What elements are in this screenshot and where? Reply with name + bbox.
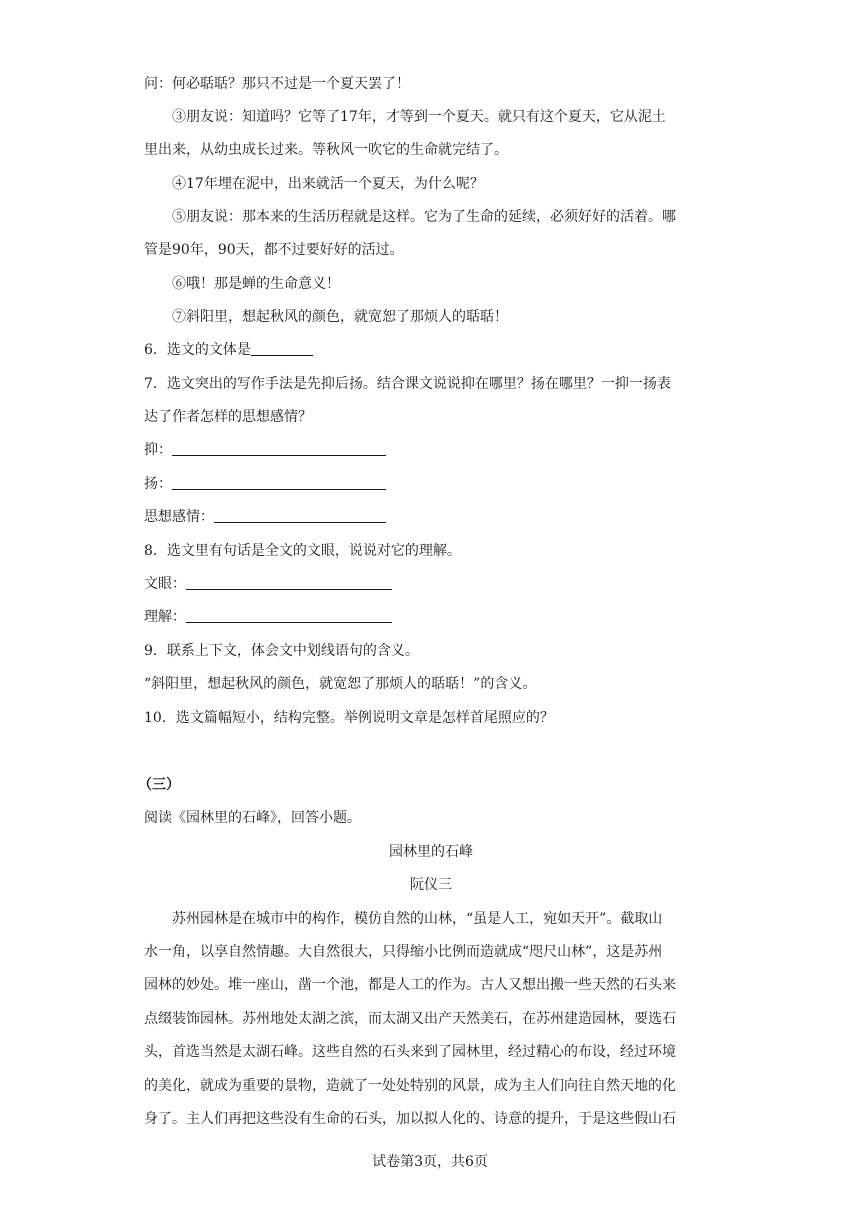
question-9-quote: “斜阳里，想起秋风的颜色，就宽恕了那烦人的聒聒！”的含义。 [144,676,537,692]
answer-blank[interactable] [172,441,386,456]
answer-label: 扬： [144,476,172,492]
passage-paragraph-5: ⑤朋友说：那本来的生活历程就是这样。它为了生命的延续，必须好好的活着。哪 [172,209,676,225]
question-7-line2: 达了作者怎样的思想感情？ [144,409,312,425]
answer-blank[interactable] [186,575,392,590]
passage-line: 问：何必聒聒？那只不过是一个夏天罢了！ [144,76,410,92]
article-line: 点缀装饰园林。苏州地处太湖之滨，而太湖又出产天然美石，在苏州建造园林，要选石 [144,1011,676,1027]
question-7-feeling [144,507,718,527]
answer-label: 抑： [144,442,172,458]
article-author: 阮仪三 [410,877,452,893]
question-8: 8．选文里有句话是全文的文眼，说说对它的理解。 [144,543,461,559]
passage-paragraph-6: ⑥哦！那是蝉的生命意义！ [172,276,340,292]
question-7-yang [144,474,718,494]
section-instruction: 阅读《园林里的石峰》，回答小题。 [144,810,361,826]
article-line: 苏州园林是在城市中的构作，模仿自然的山林，“虽是人工，宛如天开”。截取山 [172,911,663,927]
answer-label: 理解： [144,609,186,625]
passage-paragraph-7: ⑦斜阳里，想起秋风的颜色，就宽恕了那烦人的聒聒！ [172,309,508,325]
article-line: 园林的妙处。堆一座山，凿一个池，都是人工的作为。古人又想出搬一些天然的石头来 [144,977,676,993]
question-8-eye [144,574,718,594]
answer-blank[interactable] [251,341,313,356]
page-footer: 试卷第3页，共6页 [372,1154,488,1170]
article-line: 的美化，就成为重要的景物，造就了一处处特别的风景，成为主人们向往自然天地的化 [144,1078,676,1094]
question-6 [144,340,718,360]
answer-blank[interactable] [172,475,386,490]
question-7-yi [144,440,718,460]
article-title: 园林里的石峰 [389,844,473,860]
answer-label: 思想感情： [144,509,214,525]
question-9: 9．联系上下文，体会文中划线语句的含义。 [144,643,419,659]
passage-paragraph-3: ③朋友说：知道吗？它等了17年，才等到一个夏天。就只有这个夏天，它从泥土 [172,109,666,125]
answer-blank[interactable] [186,608,392,623]
article-line: 头，首选当然是太湖石峰。这些自然的石头来到了园林里，经过精心的布设，经过环境 [144,1044,676,1060]
answer-blank[interactable] [214,508,386,523]
article-line: 水一角，以享自然情趣。大自然很大，只得缩小比例而造就成“咫尺山林”，这是苏州 [144,944,663,960]
question-10: 10．选文篇幅短小，结构完整。举例说明文章是怎样首尾照应的？ [144,710,554,726]
answer-label: 文眼： [144,576,186,592]
question-8-understanding [144,607,718,627]
section-heading: （三） [138,777,180,793]
question-6-text: 6．选文的文体是 [144,342,251,358]
article-line: 身了。主人们再把这些没有生命的石头，加以拟人化的、诗意的提升，于是这些假山石 [144,1111,676,1127]
passage-paragraph-4: ④17年埋在泥中，出来就活一个夏天，为什么呢？ [172,176,484,192]
passage-line: 里出来，从幼虫成长过来。等秋风一吹它的生命就完结了。 [144,142,508,158]
question-7-line1: 7．选文突出的写作手法是先抑后扬。结合课文说说抑在哪里？扬在哪里？一抑一扬表 [144,376,671,392]
passage-line: 管是90年，90天，都不过要好好的活过。 [144,242,404,258]
